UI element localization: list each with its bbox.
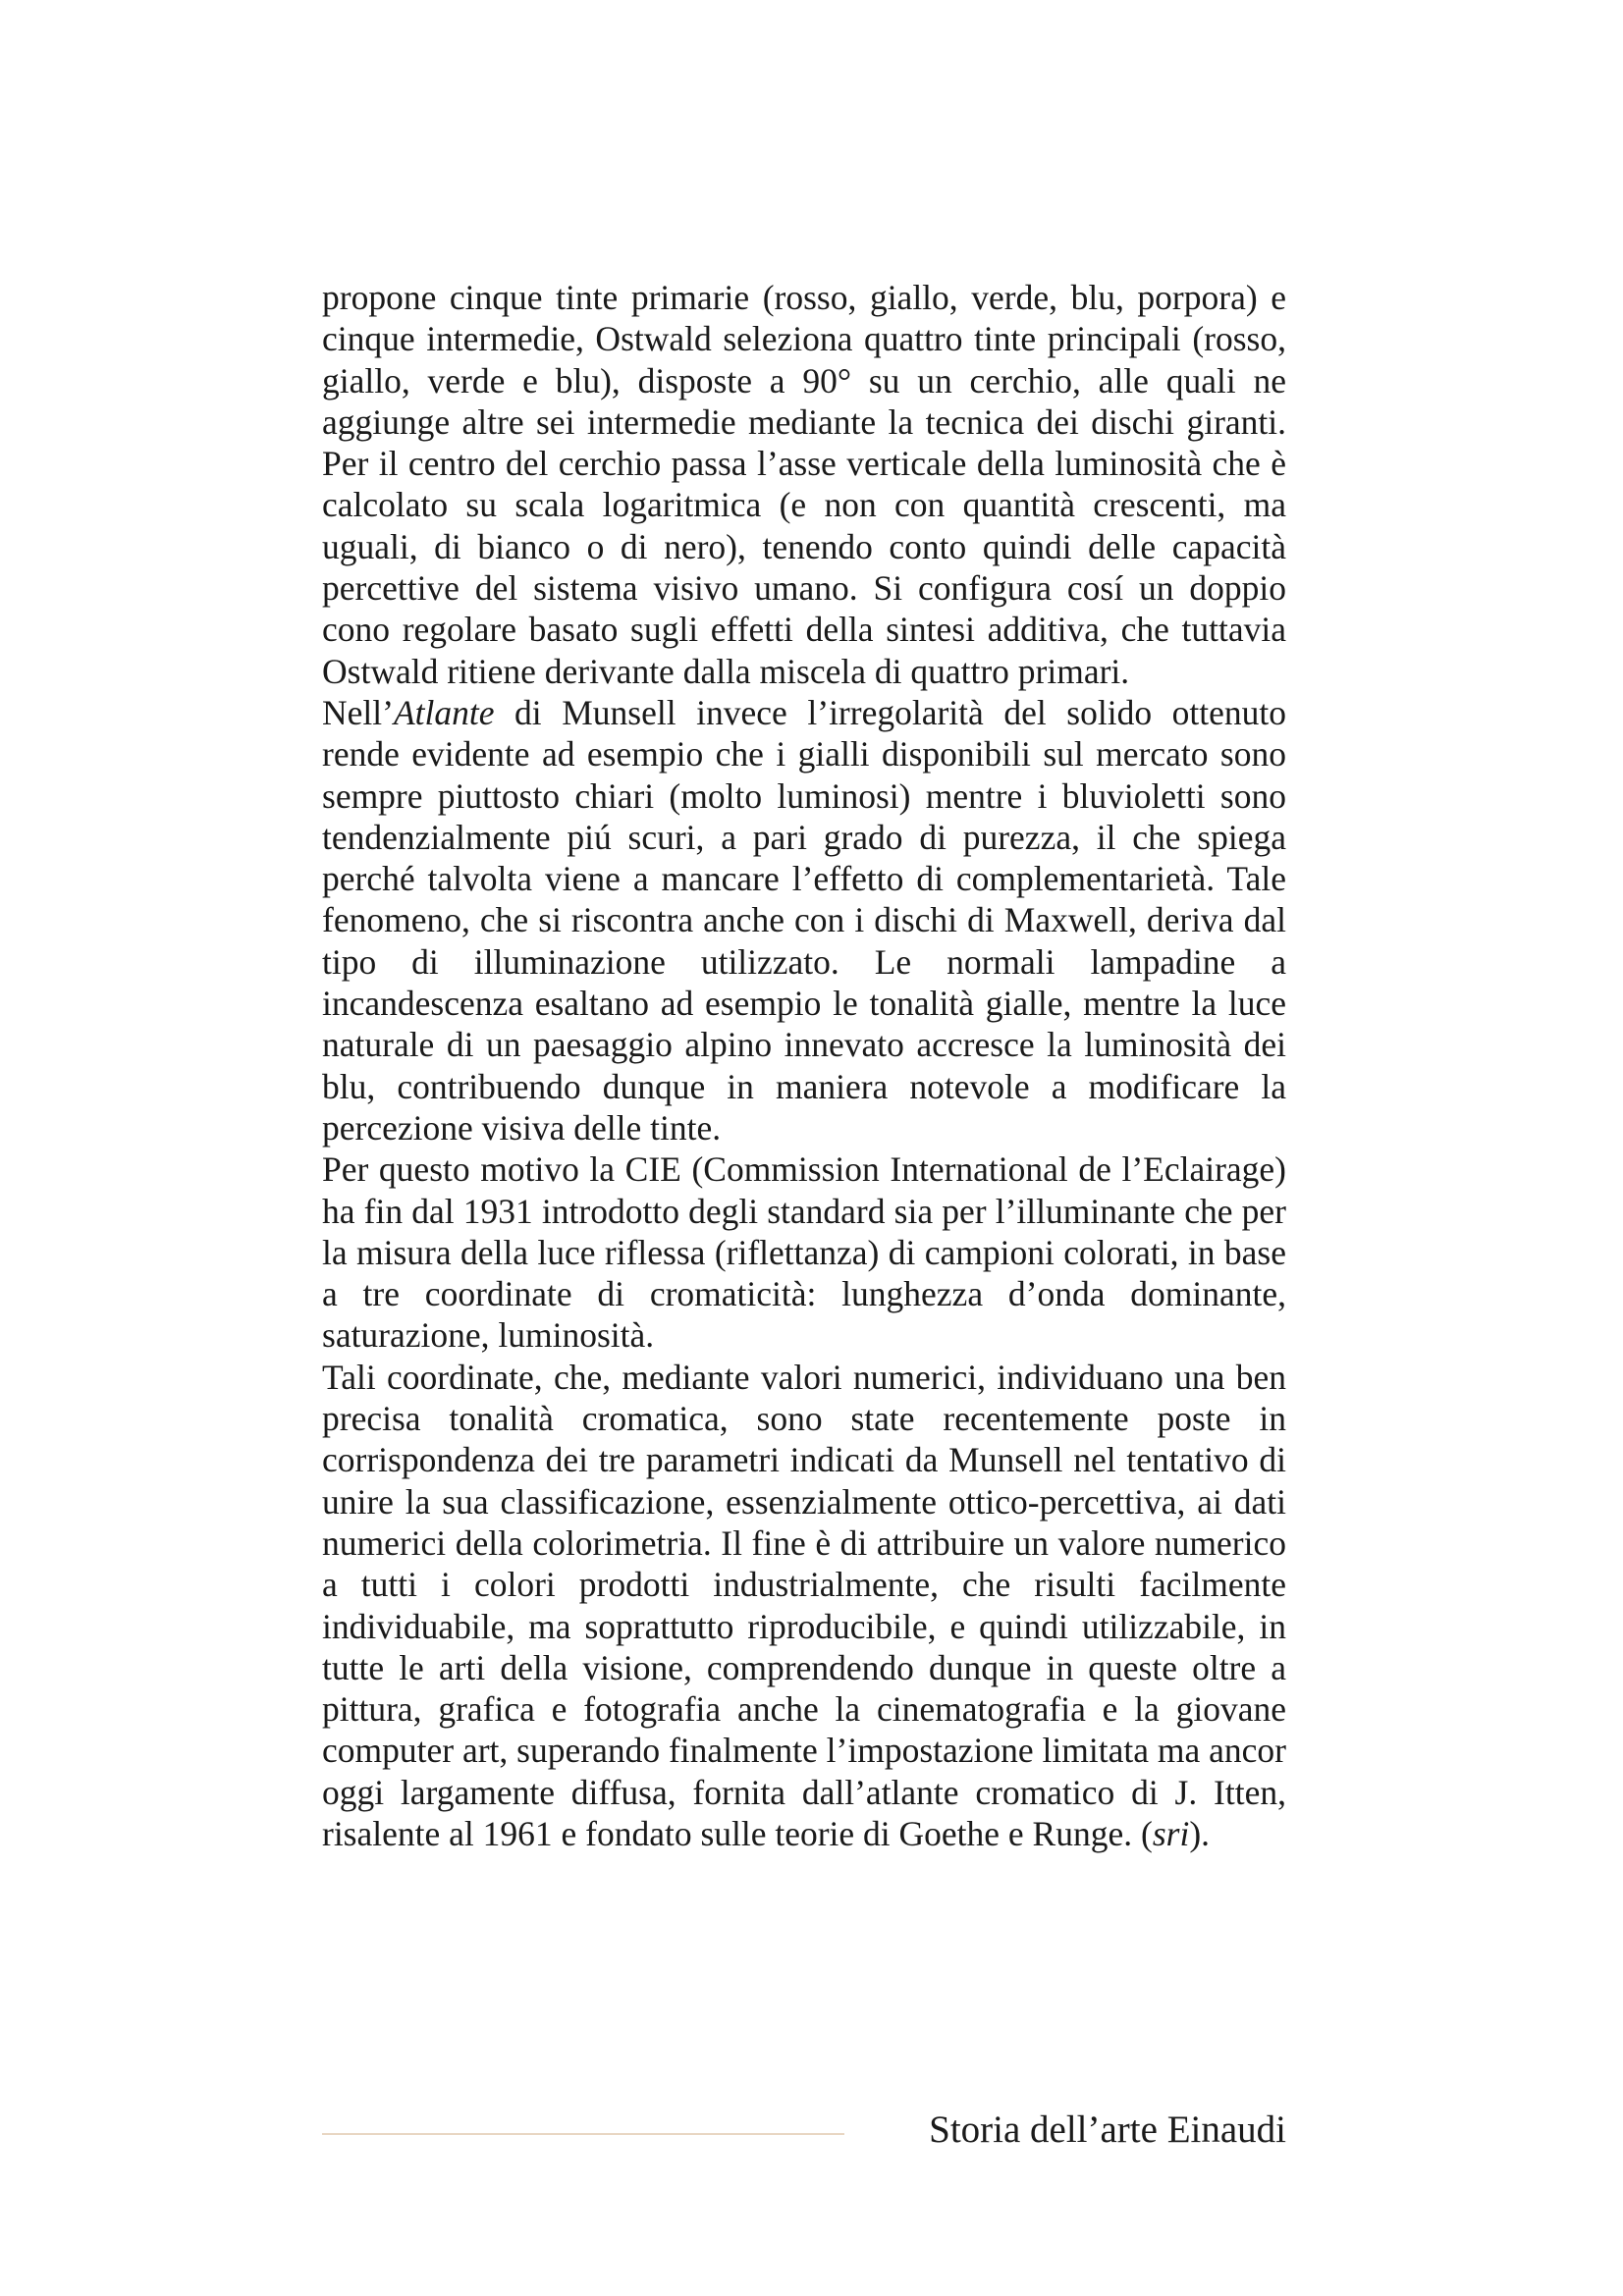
- paragraph-cie: [322, 1148, 1286, 1356]
- text-run: Tali coordinate, che, mediante valori numerici, individuano una ben precisa tonalità cromatica, sono state recentemente poste in corrispondenza dei tre parametri indicati da Munsell nel tentativo di unire la sua classificazione, essenzialmente ottico-percettiva, ai dati numerici della colorimetria. Il fine è di attribuire un valore numerico a tutti i colori prodotti industrialmente, che risulti facilmente individuabile, ma soprattutto riproducibile, e quindi utilizzabile, in tutte le arti della visione, comprendendo dunque in queste oltre a pittura, grafica e fotografia anche la cinematografia e la giovane computer art, superando finalmente l’impostazione limitata ma ancor oggi largamente diffusa, fornita dall’atlante cromatico di J. Itten, risalente al 1961 e fondato sulle teorie di Goethe e Runge. (: [322, 1357, 1286, 1853]
- text-run: di Munsell invece l’irregolarità del solido ottenuto rende evidente ad esempio che i gialli disponibili sul mercato sono sempre piuttosto chiari (molto luminosi) mentre i bluvioletti sono tendenzialmente piú scuri, a pari grado di purezza, il che spiega perché talvolta viene a mancare l’effetto di complementarietà. Tale fenomeno, che si riscontra anche con i dischi di Maxwell, deriva dal tipo di illuminazione utilizzato. Le normali lampadine a incandescenza esaltano ad esempio le tonalità gialle, mentre la luce naturale di un paesaggio alpino innevato accresce la luminosità dei blu, contribuendo dunque in maniera notevole a modificare la percezione visiva delle tinte.: [322, 692, 1286, 1148]
- paragraph-coordinate: [322, 1357, 1286, 1855]
- italic-run: Atlante: [393, 692, 495, 732]
- body-text: [322, 277, 1286, 1854]
- footer-rule: [322, 2133, 844, 2135]
- text-run: Nell’: [322, 692, 394, 732]
- page-footer: [322, 2106, 1286, 2155]
- paragraph-ostwald: [322, 277, 1286, 692]
- paragraph-munsell: [322, 692, 1286, 1148]
- italic-run: sri: [1152, 1813, 1190, 1853]
- text-run: ).: [1189, 1813, 1211, 1853]
- footer-title: Storia dell’arte Einaudi: [929, 2109, 1286, 2151]
- text-run: Per questo motivo la CIE (Commission International de l’Eclairage) ha fin dal 1931 introdotto degli standard sia per l’illuminante che per la misura della luce riflessa (riflettanza) di campioni colorati, in base a tre coordinate di cromaticità: lunghezza d’onda dominante, saturazione, luminosità.: [322, 1149, 1286, 1356]
- text-run: propone cinque tinte primarie (rosso, giallo, verde, blu, porpora) e cinque intermedie, Ostwald seleziona quattro tinte principali (rosso, giallo, verde e blu), disposte a 90° su un cerchio, alle quali ne aggiunge altre sei intermedie mediante la tecnica dei dischi giranti. Per il centro del cerchio passa l’asse verticale della luminosità che è calcolato su scala logaritmica (e non con quantità crescenti, ma uguali, di bianco o di nero), tenendo conto quindi delle capacità percettive del sistema visivo umano. Si configura cosí un doppio cono regolare basato sugli effetti della sintesi additiva, che tuttavia Ostwald ritiene derivante dalla miscela di quattro primari.: [322, 278, 1286, 691]
